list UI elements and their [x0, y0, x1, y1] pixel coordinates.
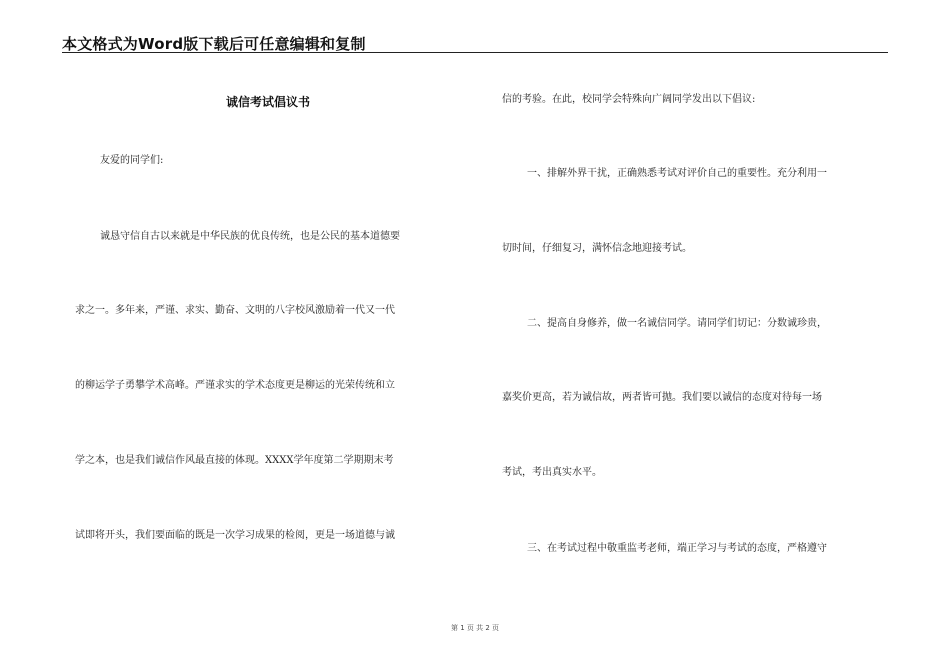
document-title: 诚信考试倡议书	[225, 95, 310, 109]
body-line: 考试，考出真实水平。	[502, 467, 602, 478]
body-line: 三、在考试过程中敬重监考老师，端正学习与考试的态度，严格遵守	[527, 543, 827, 554]
body-line: 求之一。多年来，严谨、求实、勤奋、文明的八字校风激励着一代又一代	[75, 305, 395, 316]
body-line: 学之本，也是我们诚信作风最直接的体现。XXXX学年度第二学期期末考	[75, 455, 394, 466]
right-column	[502, 0, 888, 640]
body-line: 嘉奖价更高，若为诚信故，两者皆可抛。我们要以诚信的态度对待每一场	[502, 392, 822, 403]
body-line: 二、提高自身修养，做一名诚信同学。请同学们切记：分数诚珍贵，	[527, 318, 827, 329]
body-line: 一、排解外界干扰，正确熟悉考试对评价自己的重要性。充分利用一	[527, 168, 827, 179]
download-banner: 本文格式为Word版下载后可任意编辑和复制	[62, 35, 366, 53]
body-line: 信的考验。在此，校同学会特殊向广阔同学发出以下倡议:	[502, 94, 756, 105]
left-column	[75, 0, 461, 640]
body-line: 的柳运学子勇攀学术高峰。严谨求实的学术态度更是柳运的光荣传统和立	[75, 380, 395, 391]
body-line: 诚恳守信自古以来就是中华民族的优良传统，也是公民的基本道德要	[100, 231, 400, 242]
body-line: 试即将开头，我们要面临的既是一次学习成果的检阅，更是一场道德与诚	[75, 530, 395, 541]
salutation-line: 友爱的同学们:	[100, 155, 164, 166]
body-line: 切时间，仔细复习，满怀信念地迎接考试。	[502, 243, 692, 254]
page-number: 第 1 页 共 2 页	[450, 624, 500, 632]
